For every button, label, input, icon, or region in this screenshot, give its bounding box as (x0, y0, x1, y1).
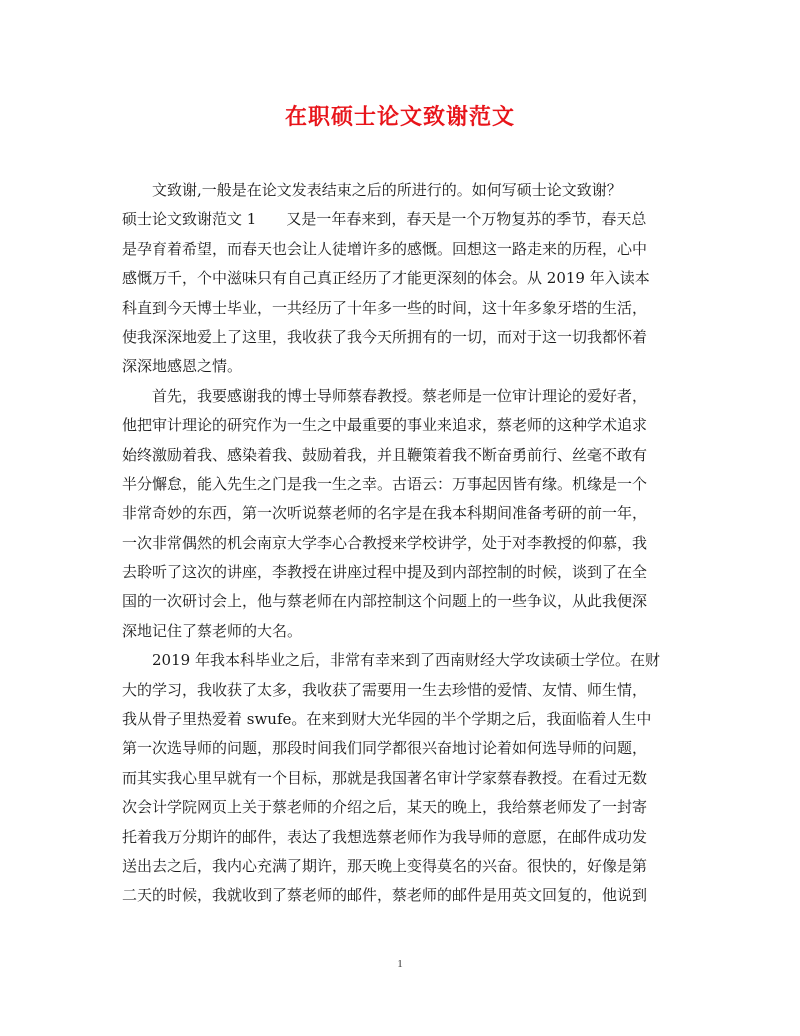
body-line: 是孕育着希望，而春天也会让人徒增许多的感慨。回想这一路走来的历程，心中 (122, 239, 648, 258)
body-line: 非常奇妙的东西，第一次听说蔡老师的名字是在我本科期间准备考研的前一年， (122, 504, 648, 523)
body-line: 深地记住了蔡老师的大名。 (122, 621, 303, 640)
body-line: 感慨万千，个中滋味只有自己真正经历了才能更深刻的体会。从 2019 年入读本 (122, 269, 650, 288)
body-line: 第一次选导师的问题，那段时间我们同学都很兴奋地讨论着如何选导师的问题， (122, 739, 648, 758)
body-line: 使我深深地爱上了这里，我收获了我今天所拥有的一切，而对于这一切我都怀着 (122, 327, 648, 346)
page-number: 1 (397, 958, 403, 970)
body-line: 科直到今天博士毕业，一共经历了十年多一些的时间，这十年多象牙塔的生活， (122, 298, 648, 317)
body-line: 送出去之后，我内心充满了期许，那天晚上变得莫名的兴奋。很快的，好像是第 (122, 856, 648, 875)
body-line (122, 911, 678, 940)
document-body (122, 176, 678, 940)
body-line: 次会计学院网页上关于蔡老师的介绍之后，某天的晚上，我给蔡老师发了一封寄 (122, 798, 648, 817)
body-line: 国的一次研讨会上，他与蔡老师在内部控制这个问题上的一些争议，从此我便深 (122, 592, 648, 611)
body-line: 我从骨子里热爱着 swufe。在来到财大光华园的半个学期之后，我面临着人生中 (122, 710, 652, 729)
body-line: 他把审计理论的研究作为一生之中最重要的事业来追求，蔡老师的这种学术追求 (122, 416, 648, 435)
body-line: 而其实我心里早就有一个目标，那就是我国著名审计学家蔡春教授。在看过无数 (122, 768, 648, 787)
body-line: 2019 年我本科毕业之后，非常有幸来到了西南财经大学攻读硕士学位。在财 (152, 651, 660, 670)
body-line: 首先，我要感谢我的博士导师蔡春教授。蔡老师是一位审计理论的爱好者， (152, 386, 648, 405)
section-heading: 硕士论文致谢范文 1 (122, 210, 257, 229)
body-line: 始终激励着我、感染着我、鼓励着我，并且鞭策着我不断奋勇前行、丝毫不敢有 (122, 445, 648, 464)
body-line: 又是一年春来到，春天是一个万物复苏的季节，春天总 (286, 210, 647, 229)
body-line: 托着我万分期许的邮件，表达了我想选蔡老师作为我导师的意愿，在邮件成功发 (122, 827, 648, 846)
body-line: 去聆听了这次的讲座，李教授在讲座过程中提及到内部控制的时候，谈到了在全 (122, 563, 648, 582)
body-line-combined (122, 205, 678, 234)
body-line: 深深地感恩之情。 (122, 357, 243, 376)
document-title: 在职硕士论文致谢范文 (284, 104, 515, 130)
body-line: 一次非常偶然的机会南京大学李心合教授来学校讲学，处于对李教授的仰慕，我 (122, 533, 648, 552)
body-line: 文致谢,一般是在论文发表结束之后的所进行的。如何写硕士论文致谢？ (152, 181, 622, 199)
body-line: 半分懈怠，能入先生之门是我一生之幸。古语云：万事起因皆有缘。机缘是一个 (122, 474, 648, 493)
body-line: 二天的时候，我就收到了蔡老师的邮件，蔡老师的邮件是用英文回复的，他说到 (122, 886, 648, 905)
body-line: 大的学习，我收获了太多，我收获了需要用一生去珍惜的爱情、友情、师生情， (122, 680, 648, 699)
